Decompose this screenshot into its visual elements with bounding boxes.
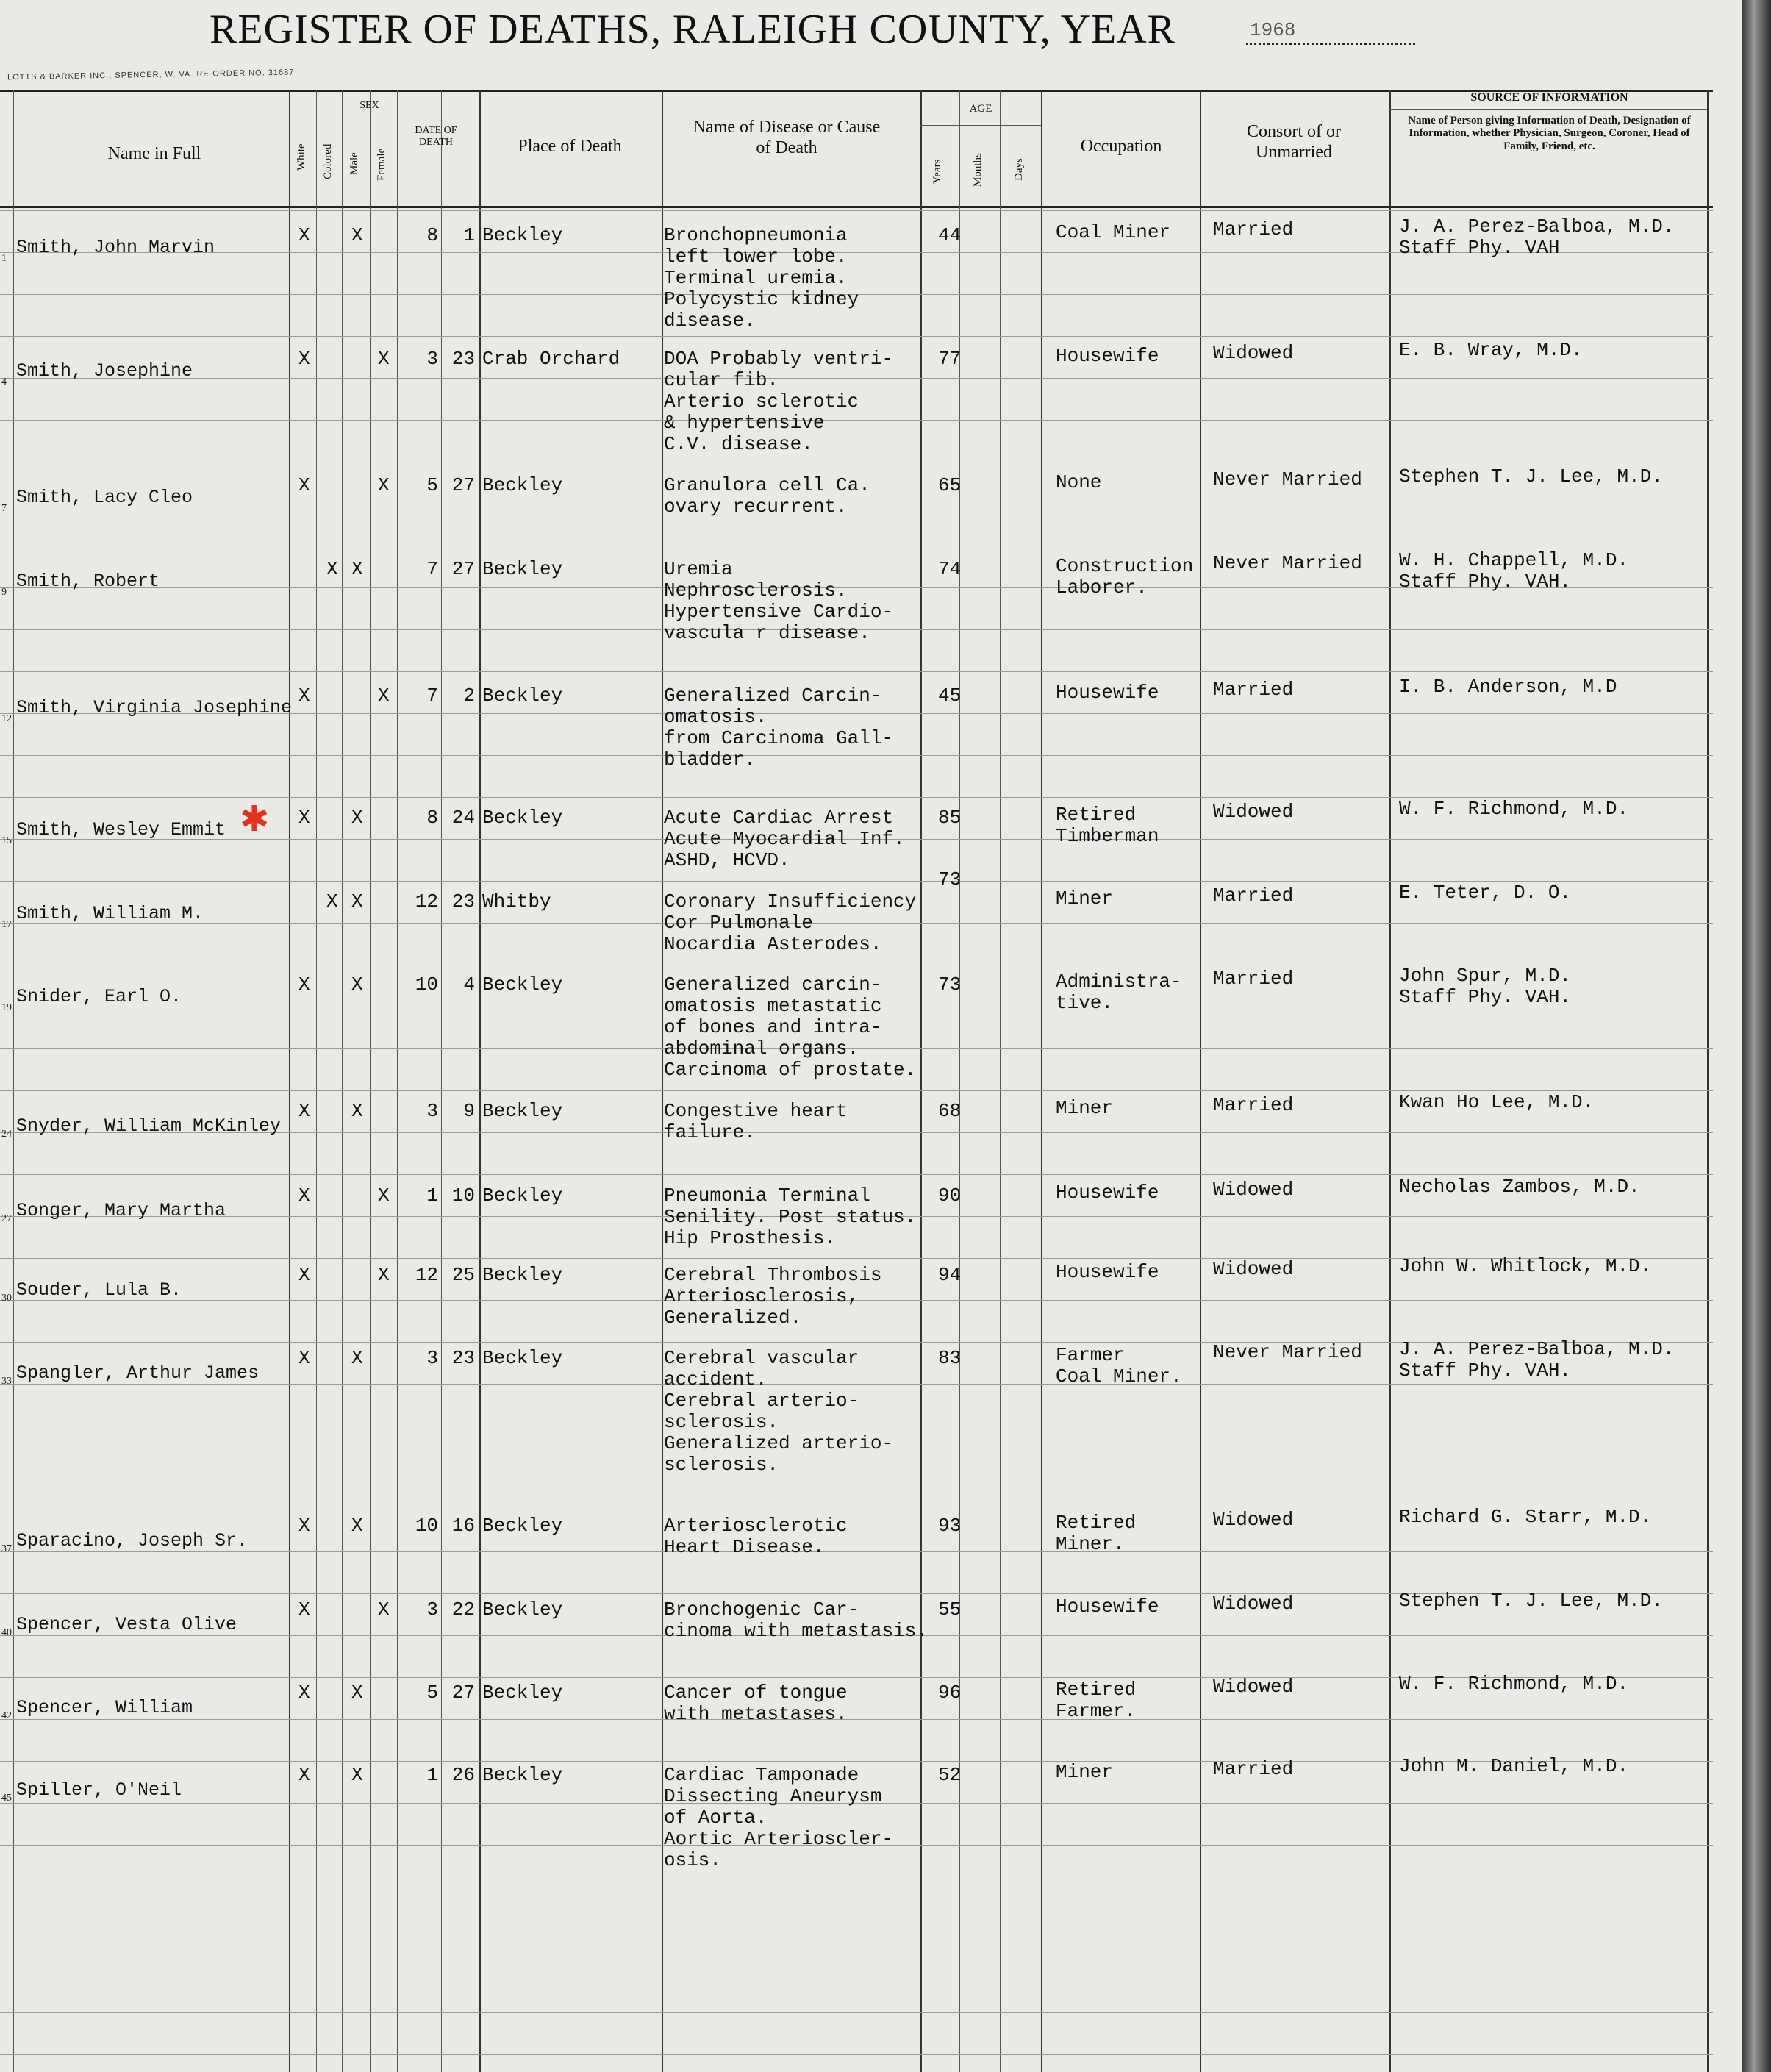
row-number: 33 [1,1376,12,1387]
header-source-title: SOURCE OF INFORMATION [1470,91,1628,104]
white-mark: X [298,224,310,246]
occupation: Construction Laborer. [1056,555,1194,599]
cause-of-death: Acute Cardiac Arrest Acute Myocardial Inf. ASHD, HCVD. [664,807,905,871]
occupation: Retired Miner. [1056,1512,1137,1555]
colored-mark: X [326,558,338,580]
decedent-name: Smith, William M. [16,903,204,924]
consort-status: Married [1213,1758,1294,1780]
row-number: 19 [1,1002,12,1013]
decedent-name: Smith, Josephine [16,360,193,382]
place-of-death: Beckley [482,685,563,707]
decedent-name: Smith, Virginia Josephine [16,697,293,718]
source-header-rule [1389,109,1707,110]
male-mark: X [351,890,363,912]
information-source: W. H. Chappell, M.D. Staff Phy. VAH. [1399,549,1629,593]
ruled-line [0,210,1713,211]
male-mark: X [351,1515,363,1537]
death-day: 23 [451,348,475,370]
row-number: 1 [1,253,7,264]
ruled-line [0,1551,1713,1552]
col-rule-male [370,90,371,2072]
row-number: 45 [1,1793,12,1804]
cause-of-death: Coronary Insufficiency Cor Pulmonale Nocardia Asterodes. [664,890,917,955]
ruled-line [0,2054,1713,2055]
occupation: Farmer Coal Miner. [1056,1344,1182,1387]
consort-status: Married [1213,218,1294,240]
white-mark: X [298,1515,310,1537]
death-month: 10 [415,974,438,996]
death-day: 9 [463,1100,475,1122]
consort-status: Married [1213,968,1294,990]
ruled-line [0,2012,1713,2013]
decedent-name: Spencer, Vesta Olive [16,1614,237,1635]
register-title: REGISTER OF DEATHS, RALEIGH COUNTY, YEAR [210,7,1176,52]
death-month: 1 [426,1185,438,1207]
header-years: Years [931,159,943,184]
row-number: 40 [1,1627,12,1638]
age-years: 73 [938,974,962,996]
place-of-death: Beckley [482,1264,563,1286]
decedent-name: Souder, Lula B. [16,1279,182,1301]
death-month: 3 [426,348,438,370]
death-day: 22 [451,1598,475,1621]
information-source: W. F. Richmond, M.D. [1399,798,1629,820]
consort-status: Widowed [1213,342,1294,364]
header-date: DATE OF DEATH [415,125,457,149]
information-source: J. A. Perez-Balboa, M.D. Staff Phy. VAH [1399,215,1675,259]
consort-status: Married [1213,1094,1294,1116]
cause-of-death: Uremia Nephrosclerosis. Hypertensive Cardio- vascula r disease. [664,558,894,644]
row-number: 37 [1,1543,12,1554]
information-source: E. B. Wray, M.D. [1399,339,1583,361]
death-day: 16 [451,1515,475,1537]
age-years: 45 [938,685,962,707]
cause-of-death: Congestive heart failure. [664,1100,848,1143]
male-mark: X [351,224,363,246]
year-underline [1246,43,1415,45]
book-binding-edge [1742,0,1771,2072]
header-white: White [296,143,307,171]
female-mark: X [378,1598,390,1621]
occupation: Retired Farmer. [1056,1679,1137,1722]
death-day: 27 [451,474,475,496]
place-of-death: Crab Orchard [482,348,620,370]
col-rule-occupation [1200,90,1201,2072]
place-of-death: Beckley [482,1185,563,1207]
col-rule-day [479,90,481,2072]
information-source: John M. Daniel, M.D. [1399,1755,1629,1777]
consort-status: Widowed [1213,1258,1294,1280]
place-of-death: Beckley [482,974,563,996]
decedent-name: Smith, Wesley Emmit [16,819,226,840]
death-month: 7 [426,558,438,580]
consort-status: Never Married [1213,1341,1362,1363]
decedent-name: Snyder, William McKinley [16,1115,282,1137]
occupation: Housewife [1056,345,1159,367]
age-years: 52 [938,1764,962,1786]
consort-status: Widowed [1213,1179,1294,1201]
information-source: Necholas Zambos, M.D. [1399,1176,1640,1198]
occupation: Housewife [1056,1261,1159,1283]
occupation: Housewife [1056,1596,1159,1618]
death-day: 1 [463,224,475,246]
death-day: 23 [451,890,475,912]
white-mark: X [298,1185,310,1207]
information-source: John Spur, M.D. Staff Phy. VAH. [1399,965,1572,1008]
cause-of-death: Generalized carcin- omatosis metastatic of bones and intra- abdominal organs. Carcinoma of prostate. [664,974,917,1081]
row-number: 15 [1,835,12,846]
decedent-name: Snider, Earl O. [16,986,182,1007]
death-day: 27 [451,1682,475,1704]
death-month: 3 [426,1347,438,1369]
header-bottom-rule [0,206,1713,208]
consort-status: Widowed [1213,801,1294,823]
occupation: Housewife [1056,1182,1159,1204]
place-of-death: Beckley [482,1100,563,1122]
row-number: 17 [1,919,12,930]
death-day: 23 [451,1347,475,1369]
male-mark: X [351,1764,363,1786]
header-disease: Name of Disease or Cause of Death [693,118,881,157]
col-rule-num [13,90,14,2072]
place-of-death: Whitby [482,890,551,912]
age-years: 74 [938,558,962,580]
decedent-name: Spencer, William [16,1697,193,1718]
age-years: 83 [938,1347,962,1369]
occupation: Administra- tive. [1056,971,1182,1014]
place-of-death: Beckley [482,474,563,496]
information-source: J. A. Perez-Balboa, M.D. Staff Phy. VAH. [1399,1338,1675,1382]
register-year: 1968 [1250,19,1296,41]
decedent-name: Sparacino, Joseph Sr. [16,1530,248,1551]
col-rule-months [1000,90,1001,2072]
header-male: Male [348,152,360,175]
male-mark: X [351,1347,363,1369]
place-of-death: Beckley [482,1764,563,1786]
cause-of-death: Bronchogenic Car- cinoma with metastasis. [664,1598,928,1642]
header-consort: Consort of or Unmarried [1247,122,1341,162]
row-number: 12 [1,713,12,724]
decedent-name: Smith, Lacy Cleo [16,487,193,508]
white-mark: X [298,1264,310,1286]
header-place: Place of Death [518,137,622,156]
cause-of-death: Bronchopneumonia left lower lobe. Terminal uremia. Polycystic kidney disease. [664,224,859,332]
death-day: 4 [463,974,475,996]
ruled-line [0,671,1713,672]
col-rule-colored [342,90,343,2072]
place-of-death: Beckley [482,224,563,246]
row-number: 9 [1,587,7,598]
white-mark: X [298,474,310,496]
white-mark: X [298,1100,310,1122]
male-mark: X [351,1100,363,1122]
white-mark: X [298,1682,310,1704]
death-month: 5 [426,474,438,496]
header-days: Days [1013,158,1025,181]
decedent-name: Smith, Robert [16,571,160,592]
death-month: 5 [426,1682,438,1704]
information-source: Stephen T. J. Lee, M.D. [1399,1590,1663,1612]
age-years: 68 [938,1100,962,1122]
place-of-death: Beckley [482,1515,563,1537]
death-month: 8 [426,224,438,246]
place-of-death: Beckley [482,1347,563,1369]
white-mark: X [298,1598,310,1621]
row-number: 4 [1,376,7,387]
white-mark: X [298,1347,310,1369]
decedent-name: Spangler, Arthur James [16,1362,260,1384]
cause-of-death: Generalized Carcin- omatosis. from Carcinoma Gall- bladder. [664,685,894,771]
information-source: Kwan Ho Lee, M.D. [1399,1091,1595,1113]
female-mark: X [378,348,390,370]
header-months: Months [972,153,984,187]
decedent-name: Smith, John Marvin [16,237,215,258]
death-month: 3 [426,1598,438,1621]
death-month: 8 [426,807,438,829]
death-day: 10 [451,1185,475,1207]
female-mark: X [378,1264,390,1286]
age-years: 44 [938,224,962,246]
col-rule-cause [920,90,922,2072]
place-of-death: Beckley [482,807,563,829]
male-mark: X [351,558,363,580]
female-mark: X [378,474,390,496]
printer-imprint: LOTTS & BARKER INC., SPENCER, W. VA. RE-ORDER NO. 31687 [7,68,295,82]
white-mark: X [298,807,310,829]
death-day: 2 [463,685,475,707]
cause-of-death: Pneumonia Terminal Senility. Post status. Hip Prosthesis. [664,1185,917,1249]
male-mark: X [351,974,363,996]
colored-mark: X [326,890,338,912]
death-month: 12 [415,890,438,912]
header-female: Female [376,148,387,181]
death-month: 7 [426,685,438,707]
information-source: E. Teter, D. O. [1399,882,1572,904]
col-rule-source [1707,90,1709,2072]
col-rule-consort [1389,90,1391,2072]
consort-status: Widowed [1213,1509,1294,1531]
col-rule-place [662,90,663,2072]
place-of-death: Beckley [482,558,563,580]
col-rule-month [441,90,442,2072]
consort-status: Never Married [1213,552,1362,574]
row-number: 27 [1,1213,12,1224]
age-years: 90 [938,1185,962,1207]
age-years: 65 [938,474,962,496]
death-day: 27 [451,558,475,580]
female-mark: X [378,685,390,707]
white-mark: X [298,348,310,370]
header-name: Name in Full [107,144,201,163]
occupation: Miner [1056,1097,1114,1119]
age-years: 73 [938,868,962,890]
white-mark: X [298,974,310,996]
death-month: 10 [415,1515,438,1537]
header-source-desc: Name of Person giving Information of Death, Designation of Information, whether Physician, Surgeon, Coroner, Head of Family, Friend, etc. [1408,115,1691,152]
male-mark: X [351,807,363,829]
male-mark: X [351,1682,363,1704]
information-source: John W. Whitlock, M.D. [1399,1255,1652,1277]
information-source: W. F. Richmond, M.D. [1399,1673,1629,1695]
consort-status: Widowed [1213,1676,1294,1698]
cause-of-death: Cardiac Tamponade Dissecting Aneurysm of Aorta. Aortic Arterioscler- osis. [664,1764,894,1871]
age-years: 85 [938,807,962,829]
information-source: Richard G. Starr, M.D. [1399,1506,1652,1528]
row-number: 24 [1,1129,12,1140]
death-month: 1 [426,1764,438,1786]
place-of-death: Beckley [482,1598,563,1621]
consort-status: Married [1213,885,1294,907]
ruled-line [0,1174,1713,1175]
annotation-asterisk: ✱ [240,799,270,840]
cause-of-death: Granulora cell Ca. ovary recurrent. [664,474,870,518]
occupation: Miner [1056,1761,1114,1783]
age-years: 96 [938,1682,962,1704]
header-colored: Colored [322,143,334,179]
age-header-rule [920,125,1041,126]
occupation: Miner [1056,887,1114,910]
age-years: 77 [938,348,962,370]
occupation: Coal Miner [1056,221,1171,243]
occupation: None [1056,471,1102,493]
decedent-name: Songer, Mary Martha [16,1200,226,1221]
information-source: Stephen T. J. Lee, M.D. [1399,465,1663,487]
white-mark: X [298,1764,310,1786]
row-number: 30 [1,1293,12,1304]
occupation: Housewife [1056,682,1159,704]
occupation: Retired Timberman [1056,804,1159,847]
row-number: 7 [1,503,7,514]
age-years: 93 [938,1515,962,1537]
header-occupation: Occupation [1080,137,1162,156]
row-number: 42 [1,1710,12,1721]
age-years: 55 [938,1598,962,1621]
place-of-death: Beckley [482,1682,563,1704]
cause-of-death: DOA Probably ventri- cular fib. Arterio sclerotic & hypertensive C.V. disease. [664,348,894,455]
header-sex: SEX [359,100,379,111]
death-month: 12 [415,1264,438,1286]
death-day: 26 [451,1764,475,1786]
consort-status: Never Married [1213,468,1362,490]
ruled-line [0,1719,1713,1720]
header-age: AGE [969,103,992,115]
information-source: I. B. Anderson, M.D [1399,676,1617,698]
consort-status: Widowed [1213,1593,1294,1615]
death-day: 24 [451,807,475,829]
consort-status: Married [1213,679,1294,701]
cause-of-death: Arteriosclerotic Heart Disease. [664,1515,848,1558]
cause-of-death: Cerebral Thrombosis Arteriosclerosis, Generalized. [664,1264,882,1329]
female-mark: X [378,1185,390,1207]
death-month: 3 [426,1100,438,1122]
cause-of-death: Cancer of tongue with metastases. [664,1682,848,1725]
col-rule-name [289,90,290,2072]
death-day: 25 [451,1264,475,1286]
col-rule-female [397,90,398,2072]
decedent-name: Spiller, O'Neil [16,1779,182,1801]
col-rule-days [1041,90,1042,2072]
ruled-line [0,336,1713,337]
white-mark: X [298,685,310,707]
cause-of-death: Cerebral vascular accident. Cerebral arterio- sclerosis. Generalized arterio- sclerosis. [664,1347,894,1476]
age-years: 94 [938,1264,962,1286]
col-rule-white [316,90,317,2072]
